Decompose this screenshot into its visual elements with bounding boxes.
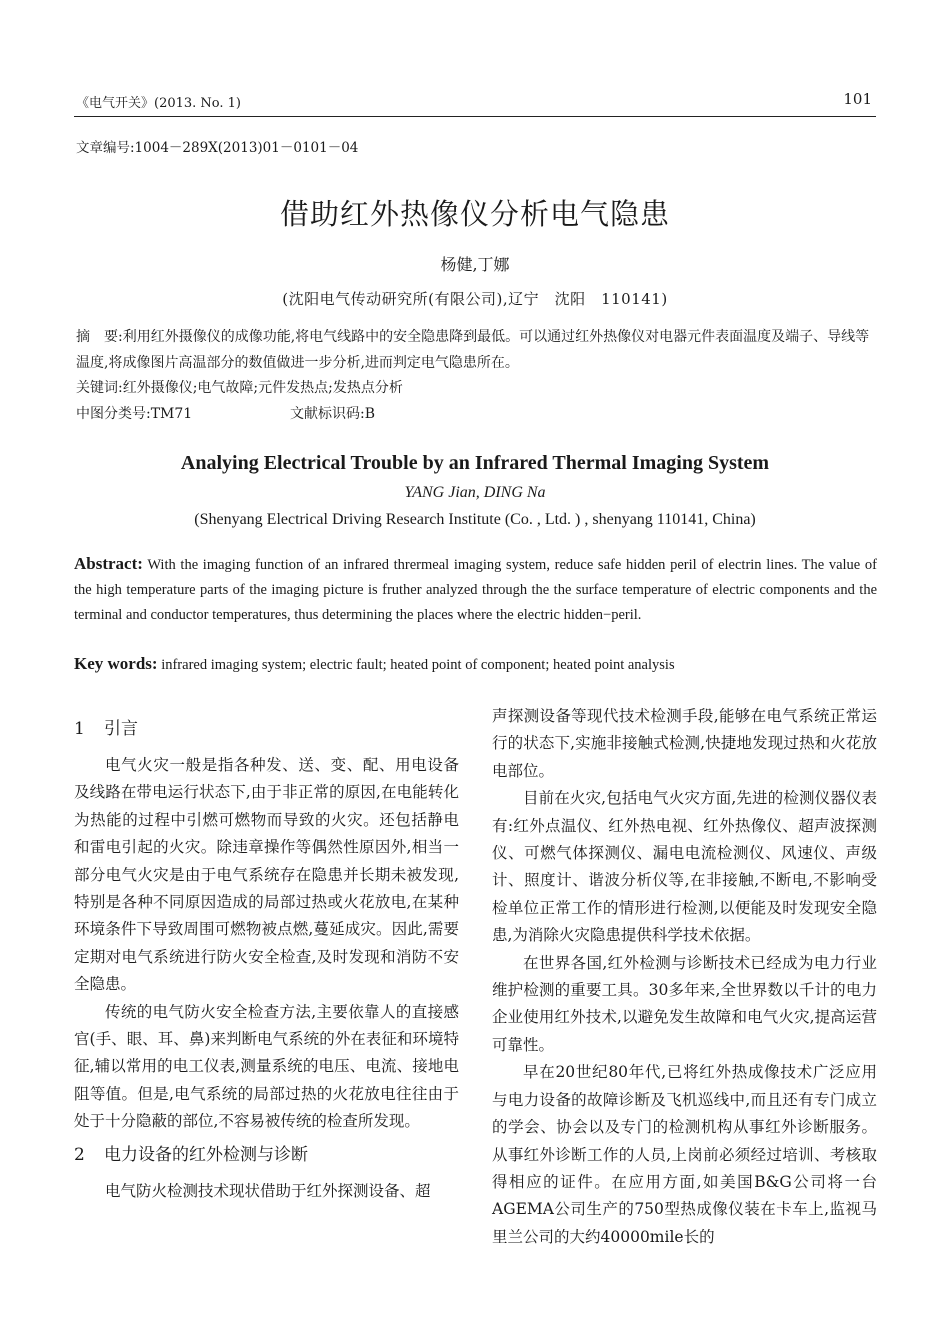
section-2-paragraph-2: 目前在火灾,包括电气火灾方面,先进的检测仪器仪表有:红外点温仪、红外热电视、红外热像仪、超声波探测仪、可燃气体探测仪、漏电电流检测仪、风速仪、声级计、照度计、谐波分析仪等,在非接触,不断电,不影响受检单位正常工作的情形进行检测,以便能及时发现安全隐患,为消除火灾隐患提供科学技术依据。 <box>492 789 877 945</box>
section-2-paragraph-4: 早在20世纪80年代,已将红外热成像技术广泛应用与电力设备的故障诊断及飞机巡线中,而且还有专门成立的学会、协会以及专门的检测机构从事红外诊断服务。从事红外诊断工作的人员,上岗前必须经过培训、考核取得相应的证件。在应用方面,如美国B&G公司将一台AGEMA公司生产的750型热成像仪装在卡车上,监视马里兰公司的大约40000mile长的 <box>492 1063 877 1246</box>
section-2-paragraph-1-start: 电气防火检测技术现状借助于红外探测设备、超 <box>105 1181 431 1200</box>
keywords-en-text: infrared imaging system; electric fault; heated point of component; heated point analysis <box>157 657 675 673</box>
section-2-heading <box>74 1140 459 1170</box>
article-number: 文章编号:1004－289X(2013)01－0101－04 <box>76 140 359 156</box>
document-code: 文献标识码:B <box>290 406 376 422</box>
abstract-cn-label: 摘 要: <box>76 329 123 345</box>
affiliation-cn: (沈阳电气传动研究所(有限公司),辽宁 沈阳 110141) <box>282 290 668 308</box>
keywords-cn: 关键词:红外摄像仪;电气故障;元件发热点;发热点分析 <box>76 380 403 396</box>
right-column <box>492 703 877 1251</box>
section-1-paragraph-1: 电气火灾一般是指各种发、送、变、配、用电设备及线路在带电运行状态下,由于非正常的原因,在电能转化为热能的过程中引燃可燃物而导致的火灾。还包括静电和雷电引起的火灾。除违章操作等偶然性原因外,相当一部分电气火灾是由于电气系统存在隐患并长期未被发现,特别是各种不同原因造成的局部过热或火花放电,在某种环境条件下导致周围可燃物被点燃,蔓延成灾。因此,需要定期对电气系统进行防火安全检查,及时发现和消防不安全隐患。 <box>74 756 459 994</box>
abstract-cn <box>76 324 876 376</box>
header-rule <box>74 116 876 117</box>
authors-cn: 杨健,丁娜 <box>440 255 510 274</box>
abstract-en <box>74 551 877 628</box>
title-en: Analying Electrical Trouble by an Infrared Thermal Imaging System <box>180 452 770 474</box>
section-2-number: 2 <box>74 1144 85 1165</box>
keywords-en-label: Key words: <box>74 654 158 673</box>
section-1-heading <box>74 714 459 744</box>
section-2-paragraph-3: 在世界各国,红外检测与诊断技术已经成为电力行业维护检测的重要工具。30多年来,全世界数以千计的电力企业使用红外技术,以避免发生故障和电气火灾,提高运营可靠性。 <box>492 953 877 1054</box>
section-1-title: 引言 <box>104 719 138 739</box>
abstract-en-text: With the imaging function of an infrared thrermeal imaging system, reduce safe hidden peril of electrin lines. The value of the high temperature parts of the imaging picture is fruther analyzed through the the surface temperature of electric components and the terminal and conductor temperatures, thus determining the places where the electric hidden−peril. <box>74 557 877 623</box>
keywords-en <box>74 654 675 674</box>
section-1-paragraph-2: 传统的电气防火安全检查方法,主要依靠人的直接感官(手、眼、耳、鼻)来判断电气系统的外在表征和环境特征,辅以常用的电工仪表,测量系统的电压、电流、接地电阻等值。但是,电气系统的局部过热的火花放电往往由于处于十分隐蔽的部位,不容易被传统的检查所发现。 <box>74 1002 459 1131</box>
left-column <box>74 714 459 1205</box>
journal-header: 《电气开关》(2013. No. 1) <box>76 96 242 111</box>
affiliation-en: (Shenyang Electrical Driving Research Institute (Co. , Ltd. ) , shenyang 110141, China) <box>194 511 756 528</box>
classification-cn: 中图分类号:TM71 <box>76 406 193 422</box>
section-2-title: 电力设备的红外检测与诊断 <box>104 1144 308 1165</box>
abstract-cn-text: 利用红外摄像仪的成像功能,将电气线路中的安全隐患降到最低。可以通过红外热像仪对电器元件表面温度及端子、导线等温度,将成像图片高温部分的数值做进一步分析,进而判定电气隐患所在。 <box>76 329 870 371</box>
section-2-paragraph-1-continued: 声探测设备等现代技术检测手段,能够在电气系统正常运行的状态下,实施非接触式检测,快捷地发现过热和火花放电部位。 <box>492 707 877 780</box>
authors-en: YANG Jian, DING Na <box>404 484 546 501</box>
page-number: 101 <box>843 90 872 108</box>
abstract-en-label: Abstract: <box>74 554 143 573</box>
section-1-number: 1 <box>74 719 85 739</box>
title-cn: 借助红外热像仪分析电气隐患 <box>279 197 670 231</box>
